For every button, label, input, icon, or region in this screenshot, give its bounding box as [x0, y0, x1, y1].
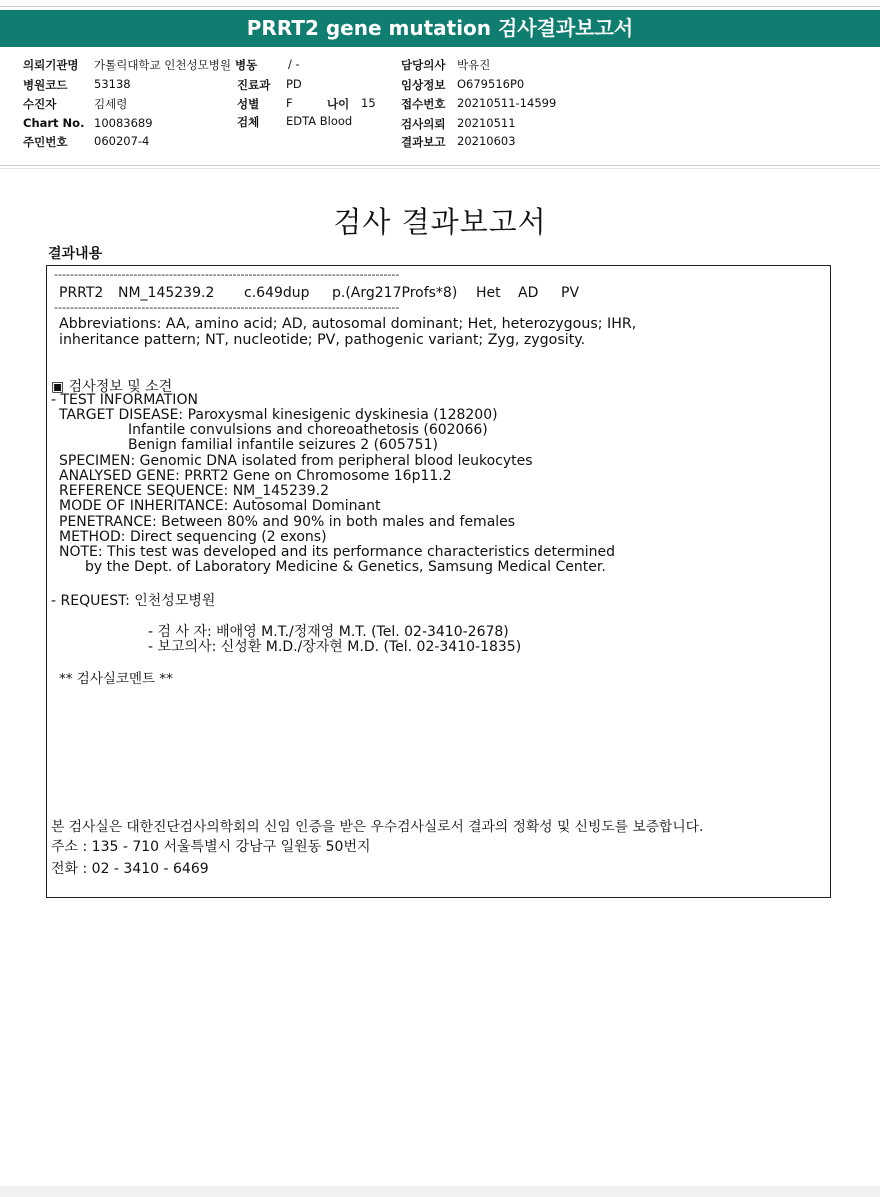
department-label: 진료과: [237, 78, 271, 92]
department-value: PD: [286, 77, 302, 91]
variant-classification: PV: [561, 285, 580, 301]
ward-label: 병동: [235, 58, 258, 72]
abbreviations-line-1: Abbreviations: AA, amino acid; AD, autosomal dominant; Het, heterozygous; IHR,: [59, 316, 637, 332]
receipt-label: 접수번호: [401, 97, 446, 111]
report-header-title: PRRT2 gene mutation 검사결과보고서: [0, 10, 880, 47]
lab-comment-heading: ** 검사실코멘트 **: [59, 671, 173, 687]
id-label: 주민번호: [23, 135, 68, 149]
abbreviations-line-2: inheritance pattern; NT, nucleotide; PV, pathogenic variant; Zyg, zygosity.: [59, 332, 586, 348]
patient-label: 수진자: [23, 97, 57, 111]
phone-line: 전화 : 02 - 3410 - 6469: [51, 861, 209, 877]
doctor-label: 담당의사: [401, 58, 446, 72]
chart-value: 10083689: [94, 116, 153, 130]
variant-gene: PRRT2: [59, 285, 104, 301]
patient-info: [0, 0, 880, 160]
info-divider: [0, 165, 880, 166]
clinical-label: 임상정보: [401, 78, 446, 92]
request-date-value: 20210511: [457, 116, 516, 130]
page-footer-band: [0, 1186, 880, 1197]
section-label: 결과내용: [48, 246, 103, 262]
institution-value: 가톨릭대학교 인천성모병원: [94, 58, 231, 72]
ward-value: / -: [288, 57, 300, 71]
variant-protein: p.(Arg217Profs*8): [332, 285, 458, 301]
sex-label: 성별: [237, 97, 260, 111]
hospital-code-label: 병원코드: [23, 78, 68, 92]
receipt-value: 20210511-14599: [457, 96, 557, 110]
analysed-gene-line: ANALYSED GENE: PRRT2 Gene on Chromosome 16p11.2: [59, 468, 452, 484]
specimen-value: EDTA Blood: [286, 114, 353, 128]
note-line-2: by the Dept. of Laboratory Medicine & Genetics, Samsung Medical Center.: [85, 559, 606, 575]
mode-of-inheritance-line: MODE OF INHERITANCE: Autosomal Dominant: [59, 498, 381, 514]
penetrance-line: PENETRANCE: Between 80% and 90% in both males and females: [59, 514, 516, 530]
info-heading: ▣ 검사정보 및 소견: [51, 379, 173, 395]
target-disease-line-1: TARGET DISEASE: Paroxysmal kinesigenic dyskinesia (128200): [59, 407, 498, 423]
patient-value: 김세령: [94, 97, 128, 111]
note-line-1: NOTE: This test was developed and its performance characteristics determined: [59, 544, 615, 560]
chart-label: Chart No.: [23, 116, 85, 130]
reference-sequence-line: REFERENCE SEQUENCE: NM_145239.2: [59, 483, 330, 499]
target-disease-line-2: Infantile convulsions and choreoathetosis (602066): [128, 422, 488, 438]
result-box: [46, 265, 831, 898]
sex-value: F: [286, 96, 293, 110]
certification-line: 본 검사실은 대한진단검사의학회의 신임 인증을 받은 우수검사실로서 결과의 정확성 및 신빙도를 보증합니다.: [51, 819, 704, 835]
method-line: METHOD: Direct sequencing (2 exons): [59, 529, 327, 545]
variant-zygosity: Het: [476, 285, 501, 301]
divider-top: ---------------------------------------------------------------------------------------: [54, 268, 400, 281]
specimen-label: 검체: [237, 115, 260, 129]
test-info-heading: - TEST INFORMATION: [51, 392, 198, 408]
age-value: 15: [361, 96, 376, 110]
divider-bottom: ---------------------------------------------------------------------------------------: [54, 301, 400, 314]
tester-line: - 검 사 자: 배애영 M.T./정재영 M.T. (Tel. 02-3410-2678): [148, 624, 509, 640]
institution-label: 의뢰기관명: [23, 58, 79, 72]
request-date-label: 검사의뢰: [401, 117, 446, 131]
reporter-line: - 보고의사: 신성환 M.D./장자현 M.D. (Tel. 02-3410-1835): [148, 639, 522, 655]
variant-transcript: NM_145239.2: [118, 285, 215, 301]
hospital-code-value: 53138: [94, 77, 131, 91]
target-disease-line-3: Benign familial infantile seizures 2 (605751): [128, 437, 438, 453]
address-line: 주소 : 135 - 710 서울특별시 강남구 일원동 50번지: [51, 839, 371, 855]
clinical-value: O679516P0: [457, 77, 525, 91]
id-value: 060207-4: [94, 134, 150, 148]
request-line: - REQUEST: 인천성모병원: [51, 593, 216, 609]
report-title: 검사 결과보고서: [333, 205, 547, 239]
doctor-value: 박유진: [457, 58, 491, 72]
variant-inheritance: AD: [518, 285, 539, 301]
age-label: 나이: [327, 97, 350, 111]
report-date-label: 결과보고: [401, 135, 446, 149]
specimen-line: SPECIMEN: Genomic DNA isolated from peripheral blood leukocytes: [59, 453, 533, 469]
info-divider-secondary: [0, 168, 880, 169]
variant-cdna: c.649dup: [244, 285, 310, 301]
report-date-value: 20210603: [457, 134, 516, 148]
